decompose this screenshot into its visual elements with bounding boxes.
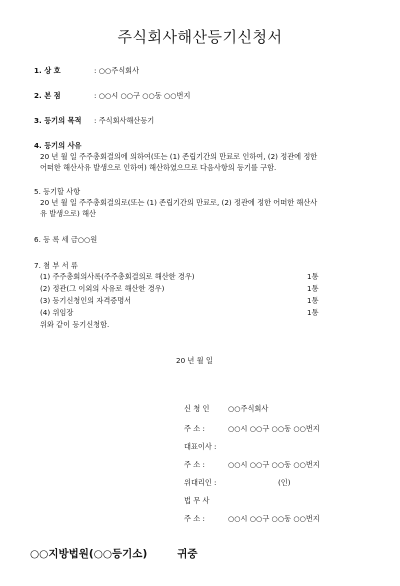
agent-label: 위대리인 : <box>184 478 217 487</box>
registration-reason-line-1: 20 년 월 일 주주총회결의에 의하여(또는 (1) 존립기간의 만료로 인하여, (2) 정관에 정한 <box>40 152 318 161</box>
attachment-qty: 1통 <box>307 308 319 317</box>
honorific: 귀중 <box>177 548 198 560</box>
trade-name-label: 1. 상 호 <box>34 66 61 75</box>
attachment-qty: 1통 <box>307 296 319 305</box>
court-name: ○○지방법원(○○등기소) <box>30 548 148 560</box>
representative-label: 대표이사 : <box>184 442 217 451</box>
attachment-item: (1) 주주총회의사록(주주총회결의로 해산한 경우) <box>40 272 195 281</box>
applicant-address: ○○시 ○○구 ○○동 ○○번지 <box>228 424 320 433</box>
registration-purpose-value: : 주식회사해산등기 <box>94 116 155 125</box>
court-addressee <box>30 546 198 561</box>
seal-mark: (인) <box>278 478 291 487</box>
judicial-scrivener-label: 법 무 사 <box>184 496 210 505</box>
attachment-item: (3) 등기신청인의 자격증명서 <box>40 296 132 305</box>
head-office-label: 2. 본 점 <box>34 91 61 100</box>
registration-reason-label: 4. 등기의 사유 <box>34 141 82 150</box>
attachment-item: (2) 정관(그 이외의 사유로 해산한 경우) <box>40 284 165 293</box>
scrivener-address-label: 주 소 : <box>184 514 205 523</box>
attachment-qty: 1통 <box>307 272 319 281</box>
closing-statement: 위와 같이 등기신청함. <box>40 320 110 329</box>
applicant-name: ○○주식회사 <box>228 404 269 413</box>
registration-matter-line-2: 유 발생으로) 해산 <box>40 209 96 218</box>
attachment-qty: 1통 <box>307 284 319 293</box>
registration-reason-line-2: 어떠한 해산사유 발생으로 인하여) 해산하였으므로 다음사항의 등기를 구함. <box>40 163 277 172</box>
document-title: 주식회사해산등기신청서 <box>117 28 283 46</box>
registration-purpose-label: 3. 등기의 목적 <box>34 116 82 125</box>
application-date: 20 년 월 일 <box>176 356 213 365</box>
registration-matter-label: 5. 등기할 사항 <box>34 187 81 196</box>
attachment-item: (4) 위임장 <box>40 308 74 317</box>
applicant-label: 신 청 인 <box>184 404 210 413</box>
registration-matter-line-1: 20 년 월 일 주주총회결의로(또는 (1) 존립기간의 만료로, (2) 정관에 정한 어떠한 해산사 <box>40 198 318 207</box>
scrivener-address: ○○시 ○○구 ○○동 ○○번지 <box>228 514 320 523</box>
trade-name-value: : ○○주식회사 <box>94 66 140 75</box>
representative-address: ○○시 ○○구 ○○동 ○○번지 <box>228 460 320 469</box>
head-office-value: : ○○시 ○○구 ○○동 ○○번지 <box>94 91 191 100</box>
applicant-address-label: 주 소 : <box>184 424 205 433</box>
attachments-label: 7. 첨 부 서 류 <box>34 261 78 270</box>
registration-tax: 6. 등 록 세 금○○원 <box>34 235 98 244</box>
representative-address-label: 주 소 : <box>184 460 205 469</box>
